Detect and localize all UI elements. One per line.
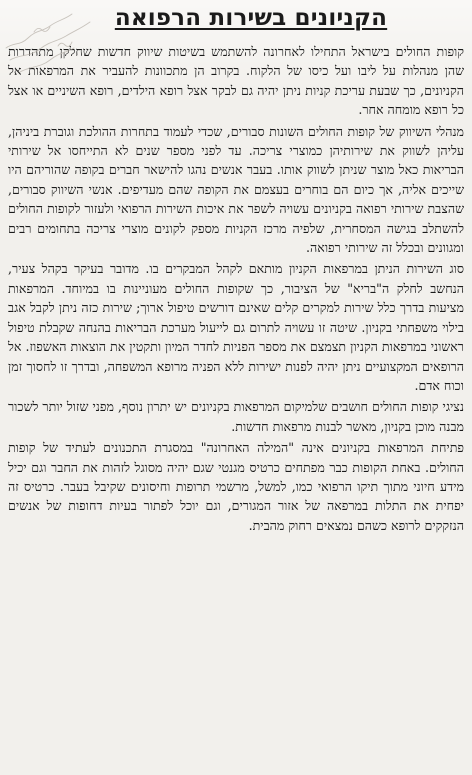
- paragraph: סוג השירות הניתן במרפאות הקניון מותאם לקהל המבקרים בו. מדובר בעיקר בקהל צעיר, הנחשב לחלק ה"בריא" של הציבור, כך שקופות החולים מעוניינות בו במיוחד. המרפאות מציעות בדרך כלל שירות למקרים קלים שאינם דורשים טיפול ארוך; שירות כזה ניתן לקבל אגב בילוי משפחתי בקניון. שיטה זו עשויה לתרום גם לייעול מערכת הבריאות בהנחה שקבלת טיפול ראשוני במרפאות הקניון תצמצם את מספר הפניות לחדר המיון ותקטין את הוצאות האשפוז. אל הרופאים המקצועיים ניתן יהיה לפנות ישירות ללא הפניה מרופא המשפחה, ובדרך זו לחסוך זמן וכוח אדם.: [8, 261, 464, 393]
- paragraph: מנהלי השיווק של קופות החולים השונות סבורים, שכדי לעמוד בתחרות ההולכת וגוברת ביניהן, עליהן לשווק את שירותיהן כמוצרי צריכה. עד לפני מספר שנים לא התייחסו אל שירותי הבריאות כאל מוצר שניתן לשווק אותו. בעבר אנשים נהגו להישאר חברים בקופה שהוריהם היו שייכים אליה, אך כיום הם בוחרים בעצמם את הקופה שהם מעדיפים. אנשי השיווק סבורים, שהצבת שירותי רפואה בקניונים עשויה לשפר את איכות השירות הרפואי ולעזור לקופות החולים להשתלב בגישה המסחרית, שלפיה מרכז הקניות מספק לקונים מוצרי צריכה בתחומים רבים ומגוונים ובכלל זה שירותי רפואה.: [8, 123, 464, 256]
- article-body: [8, 42, 464, 535]
- paragraph: פתיחת המרפאות בקניונים אינה "המילה האחרונה" במסגרת התכנונים לעתיד של קופות החולים. באחת הקופות כבר מפתחים כרטיס מגנטי שגם יהיה מסוגל לזהות את החבר וגם יכיל מידע חיוני מתוך תיקו הרפואי כמו, למשל, מרשמי תרופות וחיסונים שקיבל בעבר. כרטיס זה יפחית את התלות במרפאה של אזור המגורים, וגם יוכל לפתור בעיות דחופות של אנשים הנזקקים לרופא כשהם נמצאים רחוק מהבית.: [8, 440, 464, 533]
- paragraph: נציגי קופות החולים חושבים שלמיקום המרפאות בקניונים יש יתרון נוסף, מפני שזול יותר לשכור מבנה מוכן בקניון, מאשר לבנות מרפאות חדשות.: [8, 399, 464, 434]
- article-title: הקניונים בשירות הרפואה: [114, 5, 388, 31]
- paragraph: קופות החולים בישראל התחילו לאחרונה להשתמש בשיטות שיווק חדשות שחלקן מתהדרות שהן מנהלות על ליבו ועל כיסו של הלקוח. בקרוב הן מתכוונות להעביר את המרפאות אל הקניונים, כך שבעת עריכת קניות ניתן יהיה גם לבקר אצל רופא הילדים, רופא השיניים או אצל כל רופא מומחה אחר.: [8, 44, 464, 118]
